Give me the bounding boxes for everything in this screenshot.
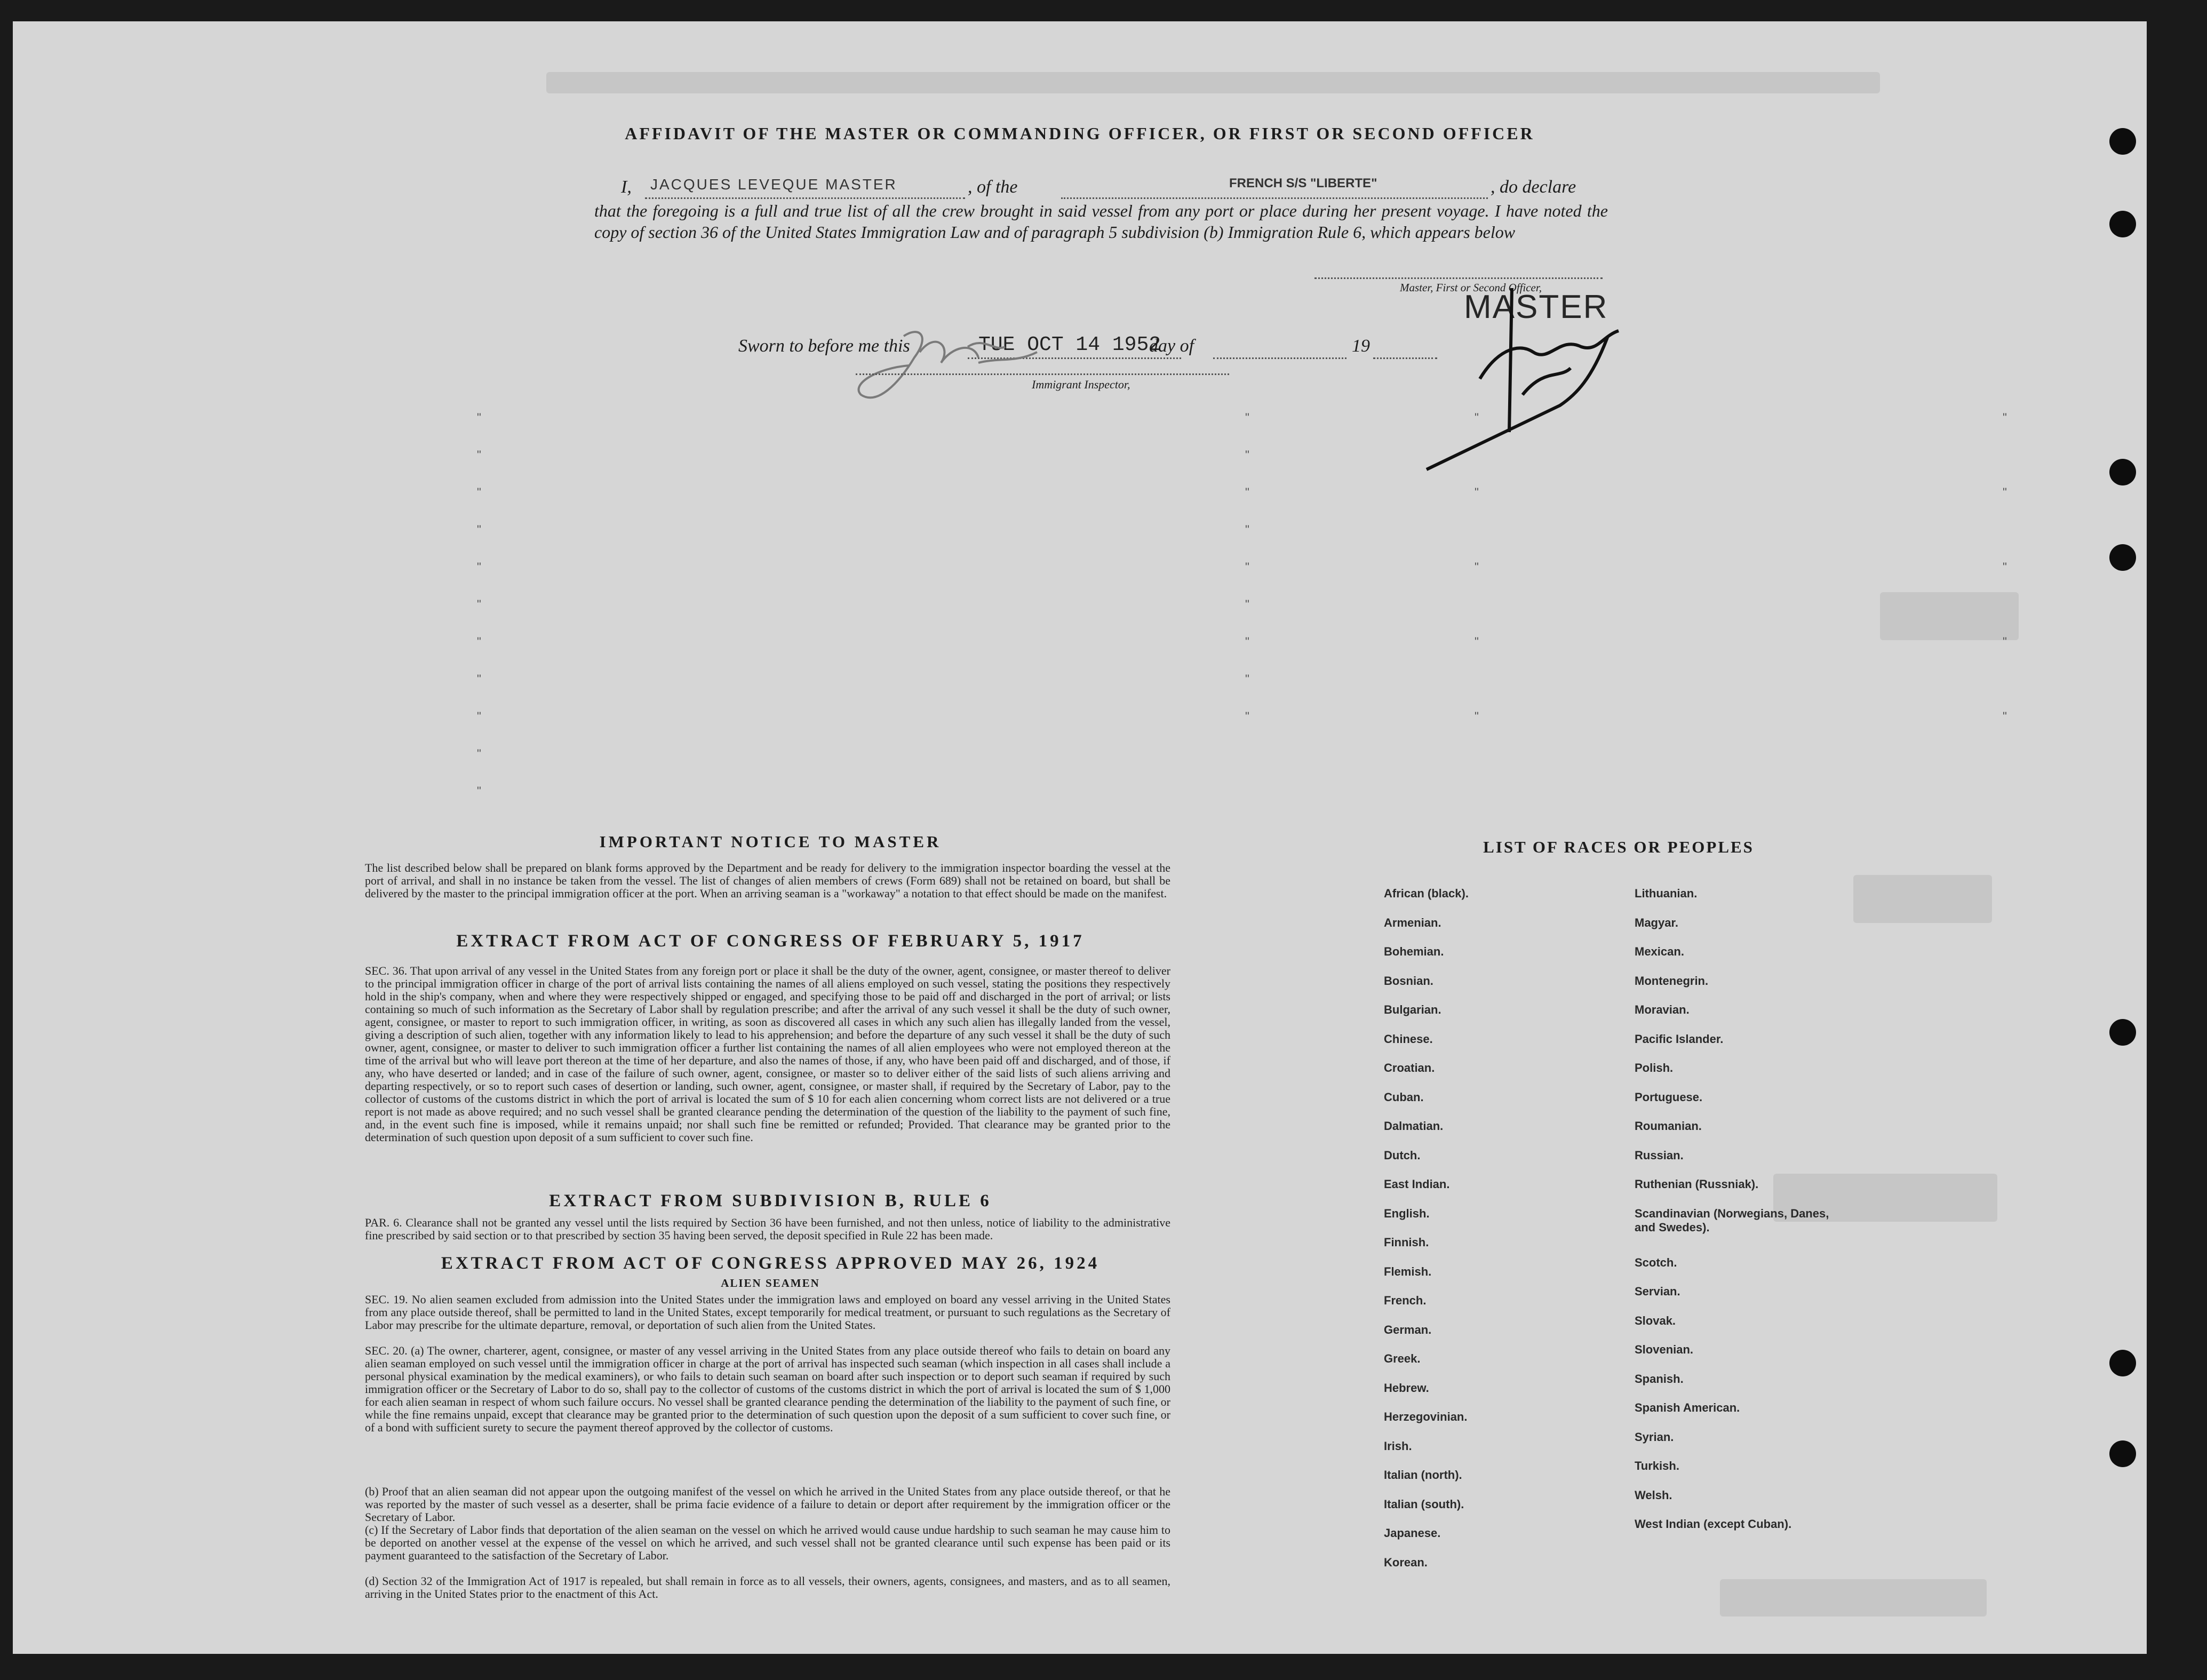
race-item: Welsh. (1635, 1488, 1672, 1502)
race-item: Montenegrin. (1635, 974, 1709, 988)
affidavit-i: I, (621, 177, 632, 197)
sworn-month-line (1213, 357, 1346, 359)
binder-hole (2109, 128, 2136, 155)
race-item: Slovenian. (1635, 1343, 1694, 1356)
race-item: Chinese. (1384, 1032, 1433, 1046)
race-item: Syrian. (1635, 1430, 1674, 1444)
ditto-mark: " (1245, 710, 1249, 723)
sworn-date-stamp: TUE OCT 14 1952 (978, 333, 1161, 356)
sworn-year-prefix: 19 (1352, 336, 1370, 356)
races-left-column (1384, 887, 1469, 1585)
extract-1924-section-20a: SEC. 20. (a) The owner, charterer, agent, consignee, or master of any vessel arriving in the United States from any place outside thereof who fails to detain on board any alien seaman employed on such vessel until the immigration officer in charge at the port of arrival has inspected such seaman (which inspection in all cases shall include a personal physical examination by the medical examiners), or who fails to detain such seaman on board after such inspection or to deport such seaman if required by such immigration officer or the Secretary of Labor to do so, shall pay to the collector of customs of the customs district in which the port of arrival is located the sum of $ 1,000 for each alien seaman in respect of whom such failure occurs. No vessel shall be granted clearance pending the determination of the liability to the payment of such fine, or while the fine remains unpaid, except that clearance may be granted prior to the determination of such question upon the deposit of a sum sufficient to cover such fine, or of a bond with sufficient surety to secure the payment thereof approved by the collector of customs. (365, 1344, 1170, 1434)
rule6-title: EXTRACT FROM SUBDIVISION B, RULE 6 (549, 1191, 992, 1211)
race-item: Japanese. (1384, 1526, 1441, 1540)
bleed-through (546, 72, 1880, 93)
race-item: West Indian (except Cuban). (1635, 1517, 1792, 1531)
ditto-mark: " (1245, 560, 1249, 574)
affidavit-of-the: , of the (968, 177, 1018, 197)
race-item: Croatian. (1384, 1061, 1435, 1074)
ditto-mark: " (1475, 635, 1479, 648)
extract-1924-section-20c: (c) If the Secretary of Labor finds that deportation of the alien seaman on the vessel on which he arrived would cause undue hardship to such seaman he may cause him to be deported on another vessel at the expense of the vessel on which he arrived, and such vessel shall not be granted clearance until such expense has been paid or its payment guaranteed to the satisfaction of the Secretary of Labor. (365, 1523, 1170, 1562)
race-item: Scotch. (1635, 1255, 1677, 1269)
ditto-mark: " (477, 784, 481, 798)
race-item: Pacific Islander. (1635, 1032, 1724, 1046)
race-item: Moravian. (1635, 1003, 1690, 1016)
race-item: Bosnian. (1384, 974, 1433, 988)
race-item: Italian (south). (1384, 1497, 1464, 1511)
rule6-body: PAR. 6. Clearance shall not be granted any vessel until the lists required by Section 36 have been furnished, and not then unless, notice of liability to the administrative fine prescribed by said section or to that prescribed by section 35 having been served, the deposit specified in Rule 22 has been made. (365, 1216, 1170, 1242)
document-page (13, 21, 2147, 1654)
bleed-through (1880, 592, 2019, 640)
sworn-year-line (1373, 357, 1437, 359)
inspector-line (856, 373, 1229, 375)
vessel-name-field[interactable]: FRENCH S/S "LIBERTE" (1229, 176, 1377, 190)
race-item: English. (1384, 1206, 1430, 1220)
race-item: Bulgarian. (1384, 1003, 1441, 1016)
extract-1924-section-20d: (d) Section 32 of the Immigration Act of 1917 is repealed, but shall remain in force as to all vessels, their owners, agents, consignees, and masters, and as to all seamen, arriving in the United States prior to the enactment of this Act. (365, 1574, 1170, 1601)
race-item: French. (1384, 1294, 1427, 1307)
ditto-mark: " (1475, 560, 1479, 574)
vessel-line (1061, 197, 1488, 199)
extract-1924-section-19: SEC. 19. No alien seamen excluded from admission into the United States under the immigration laws and employed on board any vessel arriving in the United States from any place outside thereof, shall be permitted to land in the United States, except temporarily for medical treatment, or pursuant to such regulations as the Secretary of Labor may prescribe for the ultimate departure, removal, or deportation of such alien from the United States. (365, 1293, 1170, 1332)
races-title: LIST OF RACES OR PEOPLES (1483, 838, 1754, 856)
race-item: Finnish. (1384, 1236, 1429, 1249)
race-item: Servian. (1635, 1285, 1680, 1298)
ditto-mark: " (1245, 598, 1249, 611)
ditto-mark: " (477, 598, 481, 611)
race-item: Mexican. (1635, 945, 1684, 958)
race-item: Turkish. (1635, 1459, 1679, 1472)
races-right-column (1635, 887, 1837, 1547)
race-item: Polish. (1635, 1061, 1674, 1074)
race-item: Bohemian. (1384, 945, 1444, 958)
ditto-mark: " (2003, 560, 2007, 574)
extract-1917-body: SEC. 36. That upon arrival of any vessel in the United States from any foreign port or place it shall be the duty of the owner, agent, consignee, or master thereof to deliver to the principal immigration officer in charge of the port of arrival lists containing the names of all aliens employed on such vessel, stating the positions they respectively hold in the ship's company, when and where they were respectively shipped or engaged, and specifying those to be paid off and discharged in the port of arrival; or lists containing so much of such information as the Secretary of Labor shall by regulation prescribe; and after the arrival of any such vessel it shall be the duty of such owner, agent, consignee, or master to report to such immigration officer, in writing, as soon as discovered all cases in which any such alien has illegally landed from the vessel, giving a description of such alien, together with any information likely to lead to his apprehension; and before the departure of any such vessel it shall be the duty of such owner, agent, consignee, or master to deliver to such immigration officer a further list containing the names of all alien employees who were not employed thereon at the time of the arrival but who will leave port thereon at the time of her departure, and also the names of those, if any, who have been paid off and discharged, and of those, if any, who have deserted or landed; and in case of the failure of such owner, agent, consignee, or master so to deliver either of the said lists of such aliens arriving and departing respectively, or so to report such cases of desertion or landing, such owner, agent, consignee, or master shall, if required by the Secretary of Labor, pay to the collector of customs of the customs district in which the port of arrival is located the sum of $ 10 for each alien concerning whom correct lists are not delivered or a true report is not made as above required; and no such vessel shall be granted clearance pending the determination of the question of the liability to the payment of such fine, and, in the event such fine is imposed, while it remains unpaid; nor shall such fine be remitted or refunded; Provided. That clearance may be granted prior to the determination of such question upon deposit of a sum sufficient to cover such fine. (365, 964, 1170, 1144)
race-item: Spanish. (1635, 1372, 1684, 1386)
ditto-mark: " (477, 710, 481, 723)
ditto-mark: " (2003, 635, 2007, 648)
race-item: Herzegovinian. (1384, 1410, 1468, 1423)
affidavit-title: AFFIDAVIT OF THE MASTER OR COMMANDING OFFICER, OR FIRST OR SECOND OFFICER (625, 124, 1535, 143)
ditto-mark: " (1245, 485, 1249, 499)
affidavit-do-declare: , do declare (1491, 177, 1576, 197)
race-item: German. (1384, 1323, 1432, 1336)
master-signature (1421, 272, 1645, 480)
binder-hole (2109, 544, 2136, 571)
inspector-signature (845, 315, 1069, 416)
race-item: Irish. (1384, 1439, 1412, 1453)
ditto-mark: " (477, 523, 481, 536)
race-item: Hebrew. (1384, 1381, 1429, 1395)
ditto-mark: " (477, 411, 481, 424)
extract-1924-title: EXTRACT FROM ACT OF CONGRESS APPROVED MAY 26, 1924 (441, 1254, 1100, 1273)
ditto-mark: " (477, 672, 481, 686)
ditto-mark: " (477, 448, 481, 461)
ditto-mark: " (477, 560, 481, 574)
race-item: Cuban. (1384, 1090, 1424, 1104)
ditto-mark: " (2003, 411, 2007, 424)
race-item: Dalmatian. (1384, 1119, 1444, 1133)
ditto-mark: " (2003, 710, 2007, 723)
ditto-mark: " (1245, 672, 1249, 686)
race-item: Korean. (1384, 1555, 1428, 1569)
ditto-mark: " (477, 485, 481, 499)
ditto-mark: " (477, 635, 481, 648)
race-item: Portuguese. (1635, 1090, 1703, 1104)
master-stamp: MASTER (1464, 289, 1608, 325)
binder-hole (2109, 211, 2136, 237)
ditto-mark: " (2003, 485, 2007, 499)
binder-hole (2109, 1019, 2136, 1046)
race-item: Scandinavian (Norwegians, Danes, and Swedes). (1635, 1206, 1829, 1234)
ditto-mark: " (477, 747, 481, 760)
race-item: Roumanian. (1635, 1119, 1702, 1133)
extract-1924-subtitle: ALIEN SEAMEN (721, 1277, 820, 1289)
ditto-mark: " (1245, 411, 1249, 424)
ditto-mark: " (1245, 448, 1249, 461)
master-name-field[interactable]: JACQUES LEVEQUE MASTER (650, 176, 897, 193)
race-item: Slovak. (1635, 1313, 1676, 1327)
race-item: Ruthenian (Russniak). (1635, 1177, 1759, 1191)
sworn-prefix: Sworn to before me this (738, 336, 910, 356)
binder-hole (2109, 1350, 2136, 1376)
race-item: Italian (north). (1384, 1468, 1462, 1482)
sworn-day-of: day of (1149, 336, 1194, 356)
master-caption: Master, First or Second Officer, (1400, 281, 1542, 294)
race-item: African (black). (1384, 887, 1469, 900)
race-item: Lithuanian. (1635, 887, 1698, 900)
extract-1917-title: EXTRACT FROM ACT OF CONGRESS OF FEBRUARY 5, 1917 (456, 931, 1085, 951)
bleed-through (1720, 1579, 1987, 1617)
bleed-through (1853, 875, 1992, 923)
notice-title: IMPORTANT NOTICE TO MASTER (599, 832, 942, 851)
inspector-caption: Immigrant Inspector, (1032, 378, 1130, 391)
ditto-mark: " (1475, 485, 1479, 499)
ditto-mark: " (1245, 635, 1249, 648)
ditto-mark: " (1475, 411, 1479, 424)
master-name-line (645, 197, 965, 199)
race-item: Spanish American. (1635, 1401, 1740, 1414)
ditto-mark: " (1245, 523, 1249, 536)
binder-hole (2109, 1440, 2136, 1467)
race-item: Armenian. (1384, 915, 1441, 929)
race-item: Dutch. (1384, 1148, 1421, 1162)
race-item: East Indian. (1384, 1177, 1450, 1191)
ditto-mark: " (1475, 710, 1479, 723)
race-item: Russian. (1635, 1148, 1684, 1162)
extract-1924-section-20b: (b) Proof that an alien seaman did not appear upon the outgoing manifest of the vessel on which he arrived in the United States from any place outside thereof, or that he was reported by the master of such vessel as a deserter, shall be prima facie evidence of a failure to detain or deport after requirement by the immigration officer or the Secretary of Labor. (365, 1485, 1170, 1524)
binder-hole (2109, 459, 2136, 485)
affidavit-declaration: that the foregoing is a full and true list of all the crew brought in said vessel from any port or place during her present voyage. I have noted the copy of section 36 of the United States Immigration Law and of paragraph 5 subdivision (b) Immigration Rule 6, which appears below (594, 201, 1608, 242)
race-item: Flemish. (1384, 1264, 1432, 1278)
notice-body: The list described below shall be prepared on blank forms approved by the Department and be ready for delivery to the immigration inspector boarding the vessel at the port of arrival, and shall in no instance be taken from the vessel. The list of changes of alien members of crews (Form 689) shall not be retained on board, but shall be delivered by the master to the principal immigration officer at the port. When an arriving seaman is a "workaway" a notation to that effect should be made on the manifest. (365, 861, 1170, 900)
race-item: Greek. (1384, 1352, 1421, 1365)
race-item: Magyar. (1635, 915, 1678, 929)
